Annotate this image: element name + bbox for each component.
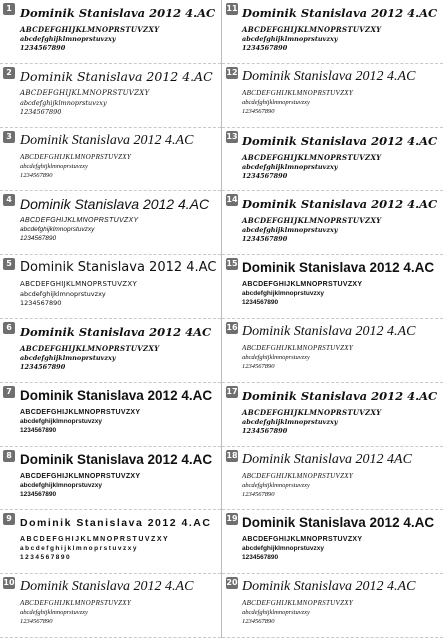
font-sample-19 <box>222 510 443 574</box>
sample-number-badge: 13 <box>226 131 238 141</box>
font-sample-9 <box>0 510 221 574</box>
sample-name-line: Dominik Stanislava 2012 4.AC <box>20 517 212 530</box>
sample-name-line: Dominik Stanislava 2012 4.AC <box>20 451 213 467</box>
sample-lowercase-line: abcdefghijklmnoprstuvzxy <box>20 162 88 170</box>
sample-name-line: Dominik Stanislava 2012 4.AC <box>20 132 194 148</box>
sample-lowercase-line: abcdefghijklmnoprstuvzxy <box>242 162 338 171</box>
sample-uppercase-line: ABCDEFGHIJKLMNOPRSTUVZXY <box>242 599 354 608</box>
font-sample-14 <box>222 191 443 255</box>
sample-uppercase-line: ABCDEFGHIJKLMNOPRSTUVZXY <box>242 216 382 226</box>
font-sample-1 <box>0 0 221 64</box>
sample-lowercase-line: abcdefghijklmnoprstuvzxy <box>20 35 116 43</box>
sample-name-line: Dominik Stanislava 2012 4.AC <box>20 387 213 403</box>
sample-uppercase-line: ABCDEFGHIJKLMNOPRSTUVZXY <box>242 536 363 544</box>
sample-uppercase-line: ABCDEFGHIJKLMNOPRSTUVZXY <box>20 408 141 416</box>
sample-lowercase-line: abcdefghijklmnoprstuvzxy <box>20 290 106 299</box>
sample-lowercase-line: abcdefghijklmnoprstuvzxy <box>242 290 324 298</box>
sample-number-badge: 19 <box>226 514 238 524</box>
sample-lowercase-line: abcdefghijklmnoprstuvzxy <box>242 417 338 426</box>
font-sample-6 <box>0 319 221 383</box>
sample-name-line: Dominik Stanislava 2012 4.AC <box>242 324 416 339</box>
sample-number-badge: 10 <box>3 578 15 588</box>
sample-uppercase-line: ABCDEFGHIJKLMNOPRSTUVZXY <box>242 152 382 162</box>
sample-uppercase-line: ABCDEFGHIJKLMNOPRSTUVZXY <box>20 536 170 544</box>
sample-uppercase-line: ABCDEFGHIJKLMNOPRSTUVZXY <box>20 280 138 289</box>
sample-number-badge: 2 <box>3 67 15 79</box>
sample-number-badge: 5 <box>3 258 15 270</box>
sample-digits-line: 1234567890 <box>20 44 66 52</box>
font-sample-8 <box>0 447 221 511</box>
sample-uppercase-line: ABCDEFGHIJKLMNOPRSTUVZXY <box>242 281 363 289</box>
sample-number-badge: 8 <box>3 450 15 462</box>
font-sample-15 <box>222 255 443 319</box>
sample-name-line: Dominik Stanislava 2012 4AC <box>20 325 212 339</box>
sample-name-line: Dominik Stanislava 2012 4.AC <box>242 260 435 276</box>
font-sample-7 <box>0 383 221 447</box>
sample-number-badge: 15 <box>226 259 238 269</box>
sample-digits-line: 1234567890 <box>242 490 275 498</box>
sample-digits-line: 1234567890 <box>20 363 66 371</box>
sample-name-line: Dominik Stanislava 2012 4.AC <box>20 68 213 84</box>
sample-lowercase-line: abcdefghijklmnoprstuvzxy <box>242 609 310 617</box>
sample-lowercase-line: abcdefghijklmnoprstuvzxy <box>242 545 324 553</box>
right-column <box>222 0 443 638</box>
font-sample-17 <box>222 383 443 447</box>
sample-number-badge: 20 <box>226 578 238 588</box>
sample-number-badge: 18 <box>226 450 238 460</box>
sample-number-badge: 7 <box>3 386 15 398</box>
font-sample-4 <box>0 191 221 255</box>
sample-digits-line: 1234567890 <box>242 171 288 180</box>
sample-digits-line: 1234567890 <box>20 235 57 243</box>
sample-uppercase-line: ABCDEFGHIJKLMNOPRSTUVZXY <box>20 217 139 225</box>
font-sample-12 <box>222 64 443 128</box>
sample-digits-line: 1234567890 <box>242 44 288 52</box>
sample-number-badge: 12 <box>226 67 238 77</box>
font-sample-20 <box>222 574 443 638</box>
sample-number-badge: 11 <box>226 4 238 13</box>
sample-name-line: Dominik Stanislava 2012 4.AC <box>20 260 217 276</box>
sample-digits-line: 1234567890 <box>242 363 275 370</box>
sample-lowercase-line: abcdefghijklmnoprstuvzxy <box>20 98 107 107</box>
sample-name-line: Dominik Stanislava 2012 4.AC <box>20 196 210 213</box>
sample-uppercase-line: ABCDEFGHIJKLMNOPRSTUVZXY <box>242 407 382 417</box>
sample-digits-line: 1234567890 <box>20 426 57 434</box>
sample-number-badge: 6 <box>3 322 15 334</box>
sample-digits-line: 1234567890 <box>20 107 62 116</box>
sample-name-line: Dominik Stanislava 2012 4.AC <box>242 197 438 212</box>
sample-lowercase-line: abcdefghijklmnoprstuvzxy <box>20 481 102 489</box>
sample-number-badge: 16 <box>226 323 238 332</box>
font-sample-10 <box>0 574 221 638</box>
sample-uppercase-line: ABCDEFGHIJKLMNOPRSTUVZXY <box>20 88 150 97</box>
sample-name-line: Dominik Stanislava 2012 4.AC <box>242 68 416 84</box>
sample-number-badge: 17 <box>226 386 238 396</box>
left-column <box>0 0 221 638</box>
font-sample-18 <box>222 447 443 511</box>
sample-digits-line: 1234567890 <box>242 618 275 626</box>
sample-number-badge: 1 <box>3 3 15 15</box>
sample-lowercase-line: abcdefghijklmnoprstuvzxy <box>242 35 338 43</box>
sample-lowercase-line: abcdefghijklmnoprstuvzxy <box>242 226 338 235</box>
font-sample-2 <box>0 64 221 128</box>
sample-lowercase-line: abcdefghijklmnoprstuvzxy <box>242 481 310 489</box>
sample-lowercase-line: abcdefghijklmnoprstuvzxy <box>20 354 116 362</box>
sample-digits-line: 1234567890 <box>20 299 62 308</box>
font-sample-3 <box>0 128 221 192</box>
sample-lowercase-line: abcdefghijklmnoprstuvzxy <box>242 98 310 106</box>
sample-uppercase-line: ABCDEFGHIJKLMNOPRSTUVZXY <box>242 344 354 352</box>
sample-lowercase-line: abcdefghijklmnoprstuvzxy <box>20 545 138 553</box>
sample-lowercase-line: abcdefghijklmnoprstuvzxy <box>242 354 310 361</box>
sample-digits-line: 1234567890 <box>20 490 57 498</box>
sample-uppercase-line: ABCDEFGHIJKLMNOPRSTUVZXY <box>242 471 354 480</box>
sample-number-badge: 4 <box>3 194 15 206</box>
sample-lowercase-line: abcdefghijklmnoprstuvzxy <box>20 417 102 425</box>
font-sample-16 <box>222 319 443 383</box>
font-sample-11 <box>222 0 443 64</box>
sample-name-line: Dominik Stanislava 2012 4.AC <box>242 6 438 20</box>
sample-uppercase-line: ABCDEFGHIJKLMNOPRSTUVZXY <box>20 472 141 480</box>
sample-uppercase-line: ABCDEFGHIJKLMNOPRSTUVZXY <box>20 25 160 34</box>
sample-digits-line: 1234567890 <box>20 171 53 179</box>
sample-name-line: Dominik Stanislava 2012 4.AC <box>242 388 438 403</box>
sample-uppercase-line: ABCDEFGHIJKLMNOPRSTUVZXY <box>242 88 354 97</box>
font-sample-13 <box>222 128 443 192</box>
sample-digits-line: 1234567890 <box>20 618 53 626</box>
sample-uppercase-line: ABCDEFGHIJKLMNOPRSTUVZXY <box>242 25 382 34</box>
sample-lowercase-line: abcdefghijklmnoprstuvzxy <box>20 226 95 234</box>
sample-name-line: Dominik Stanislava 2012 4.AC <box>20 6 216 20</box>
sample-uppercase-line: ABCDEFGHIJKLMNOPRSTUVZXY <box>20 152 132 161</box>
sample-digits-line: 1234567890 <box>242 426 288 435</box>
sample-uppercase-line: ABCDEFGHIJKLMNOPRSTUVZXY <box>20 599 132 608</box>
sample-number-badge: 3 <box>3 131 15 143</box>
sample-lowercase-line: abcdefghijklmnoprstuvzxy <box>20 609 88 617</box>
sample-name-line: Dominik Stanislava 2012 4.AC <box>242 133 438 148</box>
sample-number-badge: 14 <box>226 195 238 205</box>
sample-name-line: Dominik Stanislava 2012 4AC <box>242 451 412 467</box>
sample-name-line: Dominik Stanislava 2012 4.AC <box>20 579 194 595</box>
sample-number-badge: 9 <box>3 513 15 525</box>
sample-digits-line: 1234567890 <box>242 554 279 562</box>
font-sample-5 <box>0 255 221 319</box>
sample-name-line: Dominik Stanislava 2012 4.AC <box>242 515 435 531</box>
sample-uppercase-line: ABCDEFGHIJKLMNOPRSTUVZXY <box>20 344 160 353</box>
sample-digits-line: 1234567890 <box>242 299 279 307</box>
sample-digits-line: 1234567890 <box>242 107 275 115</box>
sample-name-line: Dominik Stanislava 2012 4.AC <box>242 579 416 595</box>
sample-digits-line: 1234567890 <box>242 235 288 244</box>
sample-digits-line: 1234567890 <box>20 554 72 562</box>
